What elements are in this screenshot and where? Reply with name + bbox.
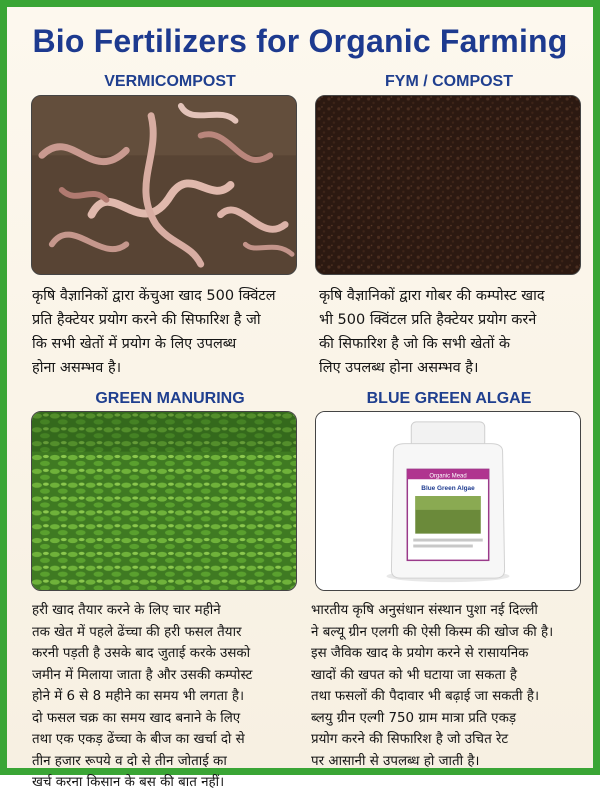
product-jar-photo: [315, 411, 581, 591]
compost-soil-photo: [315, 95, 581, 275]
green-manure-crop-photo: [31, 411, 297, 591]
heading-green-manuring: GREEN MANURING: [95, 390, 245, 407]
vermicompost-description: कृषि वैज्ञानिकों द्वारा केंचुआ खाद 500 क्विंटल प्रति हैक्टेयर प्रयोग करने की सिफारिश है जो कि सभी खेतों में प्रयोग के लिए उपलब्ध होना असम्भव है।: [32, 288, 276, 376]
jar-brand: Organic Mead: [429, 473, 467, 480]
green-manuring-description: हरी खाद तैयार करने के लिए चार महीने तक खेत में पहले ढेंच्चा की हरी फसल तैयार करनी पड़ती है उसके बाद जुताई करके उसको जमीन में मिलाया जाता है और उसकी कम्पोस्ट होने में 6 से 8 महीने का समय भी लगता है। दो फसल चक्र का समय खाद बनाने के लिए तथा एक एकड़ ढेंच्चा के बीज का खर्चा दो से तीन हजार रूपये व दो से तीन जोताई का खर्च करना किसान के बस की बात नहीं।: [32, 603, 253, 790]
heading-blue-green-algae: BLUE GREEN ALGAE: [366, 390, 532, 407]
blue-green-algae-description: भारतीय कृषि अनुसंधान संस्थान पुशा नई दिल्ली ने बल्यू ग्रीन एलगी की ऐसी किस्म की खोज की है। इस जैविक खाद के प्रयोग करने से रासायनिक खादों की खपत को भी घटाया जा सकता है तथा फसलों की पैदावार भी बढ़ाई जा सकती है। ब्लयु ग्रीन एल्गी 750 ग्राम मात्रा प्रति एकड़ प्रयोग करने की सिफारिश है जो उचित रेट पर आसानी से उपलब्ध हो जाती है।: [311, 603, 554, 769]
heading-fym-compost: FYM / COMPOST: [385, 73, 513, 90]
earthworms-in-soil-photo: [31, 95, 297, 275]
jar-label: Blue Green Algae: [421, 485, 475, 493]
fym-compost-description: कृषि वैज्ञानिकों द्वारा गोबर की कम्पोस्ट खाद भी 500 क्विंटल प्रति हैक्टेयर प्रयोग करने की सिफारिश है जो कि सभी खेतों के लिए उपलब्ध होना असम्भव है।: [319, 288, 545, 376]
page-title: Bio Fertilizers for Organic Farming: [32, 23, 568, 59]
heading-vermicompost: VERMICOMPOST: [104, 73, 236, 90]
